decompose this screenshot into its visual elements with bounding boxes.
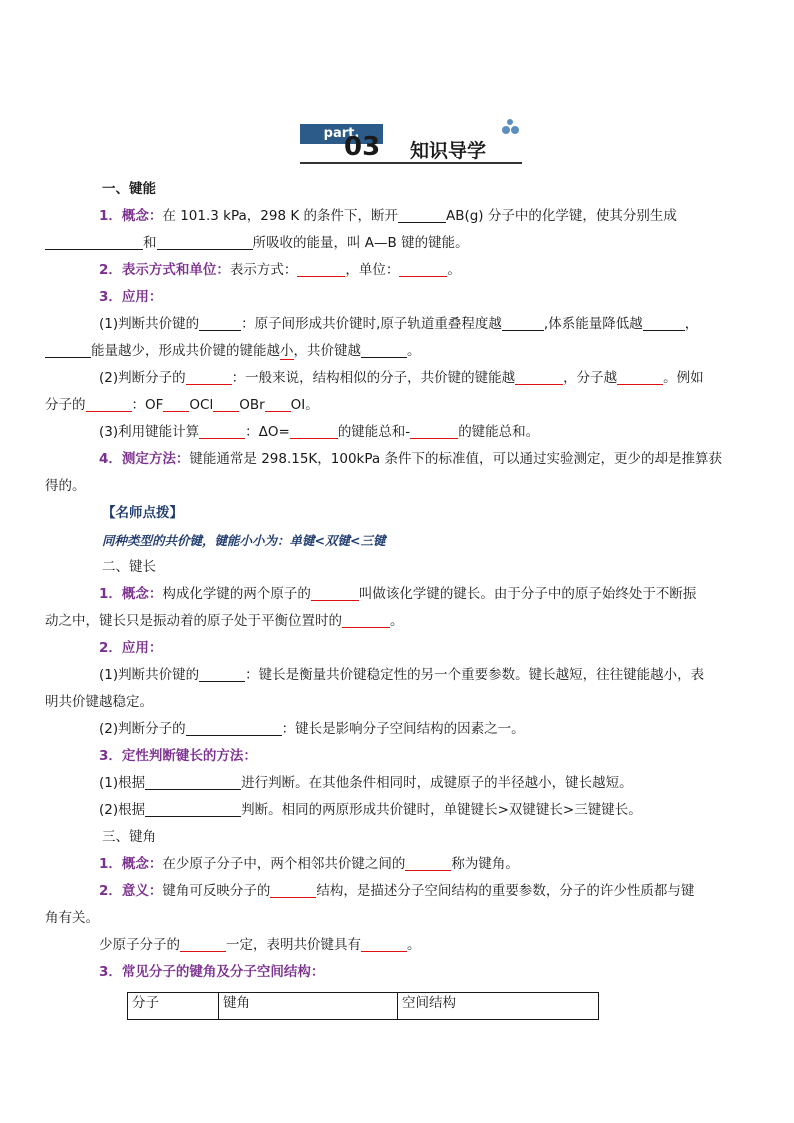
para-angle-meaning: 2．意义：键角可反映分子的 结构，是描述分子空间结构的重要参数，分子的许少性质都与键 角有关。 <box>45 883 695 926</box>
heading-bond-energy: 一、键能 <box>102 181 156 197</box>
blank[interactable] <box>290 423 338 439</box>
para-length-concept: 1．概念：构成化学键的两个原子的 叫做该化学键的键长。由于分子中的原子始终处于不断振 动之中，键长只是振动着的原子处于平衡位置时的 。 <box>45 586 697 629</box>
para-angle-table-label: 3．常见分子的键角及分子空间结构： <box>99 964 325 980</box>
tip-title: 【名师点拨】 <box>102 505 183 521</box>
para-representation: 2．表示方式和单位：表示方式： ，单位： 。 <box>99 262 461 278</box>
blank[interactable] <box>643 315 685 331</box>
para-method: 4．测定方法：键能通常是 298.15K，100kPa 条件下的标准值，可以通过实验测定，更少的却是推算获 得的。 <box>45 451 722 494</box>
table-header-cell: 键角 <box>219 993 398 1020</box>
table-header-cell: 空间结构 <box>398 993 599 1020</box>
blank[interactable] <box>410 423 458 439</box>
blank[interactable] <box>361 936 407 952</box>
blank[interactable] <box>265 396 291 412</box>
blank[interactable] <box>163 396 189 412</box>
blank[interactable] <box>398 207 446 223</box>
blank[interactable] <box>199 315 241 331</box>
part-label: part. <box>300 124 383 144</box>
blank[interactable] <box>502 315 544 331</box>
tip-text: 同种类型的共价键，键能小小为：单键<双键<三键 <box>102 533 386 548</box>
header-underline <box>300 162 522 164</box>
para-concept: 1．概念：在 101.3 kPa，298 K 的条件下，断开 AB(g) 分子中的化学键，使其分别生成 和 所吸收的能量，叫 A—B 键的键能。 <box>72 203 724 257</box>
blank[interactable] <box>157 234 253 250</box>
para-length-method-label: 3．定性判断键长的方法： <box>99 748 257 764</box>
para-app-3: (3)利用键能计算 ：ΔO= 的键能总和- 的键能总和。 <box>99 424 540 440</box>
section-title: 知识导学 <box>410 140 487 162</box>
para-length-method-2: (2)根据 判断。相同的两原形成共价键时，单键键长>双键键长>三键键长。 <box>99 802 642 818</box>
blank[interactable] <box>86 396 132 412</box>
section-header <box>300 124 522 166</box>
blank[interactable] <box>311 585 359 601</box>
blank[interactable] <box>297 261 345 277</box>
para-app-2: (2)判断分子的 ：一般来说，结构相似的分子，共价键的键能越 ，分子越 。例如 分子的 ：OF OCl OBr OI。 <box>45 370 704 413</box>
document-body <box>45 176 724 1020</box>
blank[interactable] <box>186 369 232 385</box>
blank[interactable] <box>45 342 91 358</box>
para-app-1: (1)判断共价键的 ：原子间形成共价键时,原子轨道重叠程度越 ,体系能量降低越 ， 能量越少，形成共价键的键能越小，共价键越 。 <box>72 311 724 365</box>
blank[interactable] <box>405 855 451 871</box>
para-length-app-2: (2)判断分子的 ：键长是影响分子空间结构的因素之一。 <box>99 721 525 737</box>
para-angle-note: 少原子分子的 一定，表明共价键具有 。 <box>99 937 421 953</box>
blank[interactable] <box>45 234 143 250</box>
para-length-method-1: (1)根据 进行判断。在其他条件相同时，成键原子的半径越小，键长越短。 <box>99 775 633 791</box>
heading-bond-length: 二、键长 <box>102 559 156 575</box>
blank[interactable] <box>270 882 316 898</box>
bond-angle-table <box>127 992 599 1020</box>
blank[interactable] <box>399 261 447 277</box>
blank[interactable] <box>180 936 226 952</box>
para-application-label: 3．应用： <box>99 289 163 305</box>
para-length-app-1: (1)判断共价键的 ：键长是衡量共价键稳定性的另一个重要参数。键长越短，往往键能越小，表 明共价键越稳定。 <box>45 667 705 710</box>
blank[interactable] <box>145 801 241 817</box>
blank[interactable] <box>515 369 563 385</box>
para-angle-concept: 1．概念：在少原子分子中，两个相邻共价键之间的 称为键角。 <box>99 856 519 872</box>
blank[interactable] <box>199 423 245 439</box>
part-number: 03 <box>344 132 381 162</box>
blank[interactable] <box>213 396 239 412</box>
blank[interactable] <box>199 666 245 682</box>
blank[interactable] <box>186 720 282 736</box>
table-header-row <box>128 993 599 1020</box>
blank[interactable] <box>361 342 407 358</box>
blank[interactable] <box>617 369 663 385</box>
blank[interactable] <box>342 612 390 628</box>
blank[interactable] <box>145 774 241 790</box>
para-length-app-label: 2．应用： <box>99 640 163 656</box>
table-header-cell: 分子 <box>128 993 219 1020</box>
heading-bond-angle: 三、键角 <box>102 829 156 845</box>
